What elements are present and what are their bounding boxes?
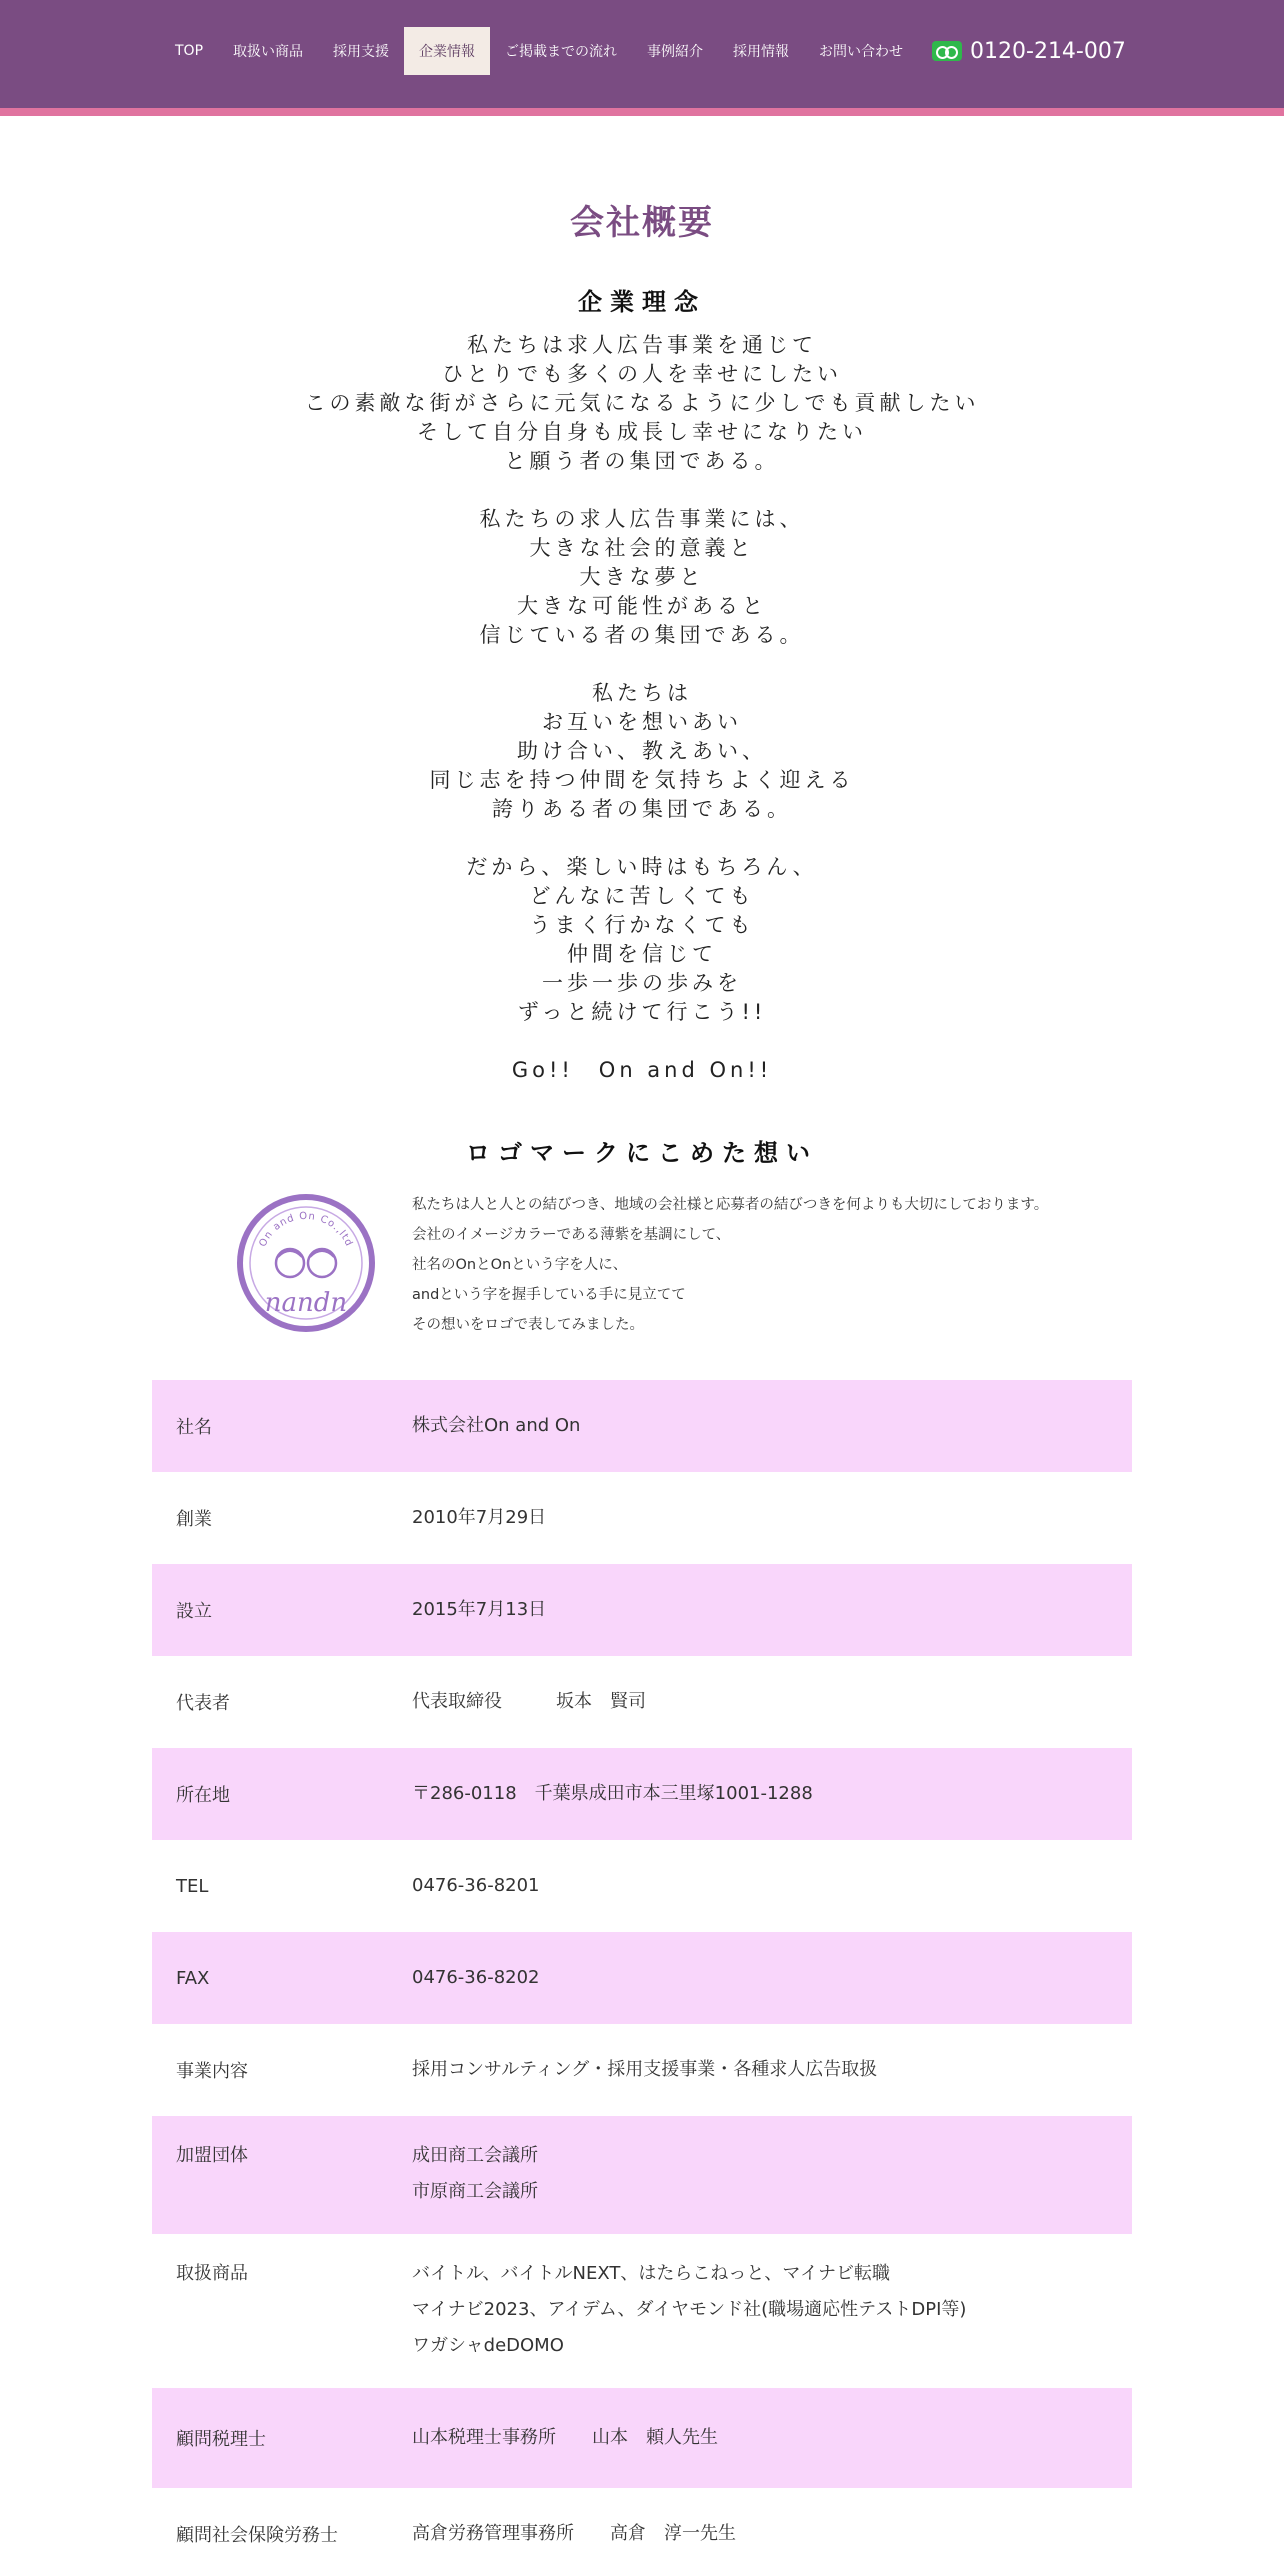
row-label: 事業内容 — [176, 2061, 248, 2082]
table-row — [152, 1656, 1132, 1748]
row-value: 高倉労務管理事務所 高倉 淳一先生 — [412, 2523, 736, 2544]
row-value: 成田商工会議所 市原商工会議所 — [412, 2145, 538, 2202]
table-row — [152, 2488, 1132, 2568]
nav-item-recruit-support[interactable]: 採用支援 — [333, 44, 390, 60]
row-label: 顧問社会保険労務士 — [176, 2525, 338, 2546]
table-row — [152, 2234, 1132, 2388]
philosophy-line: 同じ志を持つ仲間を気持ちよく迎える — [429, 768, 855, 792]
philosophy-paragraph — [0, 1056, 1284, 1085]
philosophy-paragraph — [0, 331, 1284, 476]
row-value: 0476-36-8202 — [412, 1967, 540, 1988]
row-value: 代表取締役 坂本 賢司 — [412, 1691, 646, 1712]
table-row — [152, 1748, 1132, 1840]
philosophy-line: 私たちの求人広告事業には、 — [479, 507, 805, 531]
table-row — [152, 1840, 1132, 1932]
row-label: 加盟団体 — [176, 2145, 248, 2166]
philosophy-line: だから、楽しい時はもちろん、 — [466, 855, 818, 879]
svg-text:nandn: nandn — [264, 1288, 348, 1318]
philosophy-line: 私たちは — [592, 681, 692, 705]
philosophy-line: そして自分自身も成長し幸せになりたい — [417, 420, 867, 444]
row-value: バイトル、バイトルNEXT、はたらこねっと、マイナビ転職 マイナビ2023、アイデム、ダイヤモンド社(職場適応性テストDPI等) ワガシャdeDOMO — [412, 2263, 967, 2356]
row-label: 設立 — [176, 1601, 212, 1622]
philosophy-paragraph — [0, 505, 1284, 650]
philosophy-line: どんなに苦しくても — [529, 884, 755, 908]
philosophy-line: 助け合い、教えあい、 — [517, 739, 767, 763]
philosophy-line: 仲間を信じて — [567, 942, 717, 966]
nav-item-careers[interactable]: 採用情報 — [733, 44, 790, 60]
row-label: TEL — [176, 1875, 209, 1897]
company-info-table — [152, 1380, 1132, 2568]
phone-number: 0120-214-007 — [970, 38, 1126, 64]
nav-item-contact[interactable]: お問い合わせ — [819, 44, 904, 60]
row-value: 0476-36-8201 — [412, 1875, 540, 1896]
phone-link[interactable] — [932, 39, 1126, 64]
nav-item-posting-flow[interactable]: ご掲載までの流れ — [505, 44, 618, 60]
row-value: 2010年7月29日 — [412, 1507, 547, 1528]
philosophy-line: 大きな社会的意義と — [529, 536, 755, 560]
table-row — [152, 1380, 1132, 1472]
site-header — [0, 0, 1284, 108]
philosophy-line: ひとりでも多くの人を幸せにしたい — [442, 362, 842, 386]
nav-item-top[interactable]: TOP — [175, 43, 204, 59]
philosophy-paragraph — [0, 853, 1284, 1027]
logo-description-line: 社名のOnとOnという字を人に、 — [412, 1257, 628, 1273]
table-row — [152, 1564, 1132, 1656]
logo-description-line: andという字を握手している手に見立てて — [412, 1287, 686, 1303]
company-logo — [236, 1193, 376, 1333]
philosophy-line: 一歩一歩の歩みを — [542, 971, 742, 995]
logo-description-line: 私たちは人と人との結びつき、地域の会社様と応募者の結びつきを何よりも大切にしております。 — [412, 1197, 1049, 1213]
philosophy-line: 大きな可能性があると — [517, 594, 767, 618]
nav-item-products[interactable]: 取扱い商品 — [233, 44, 304, 60]
row-label: 所在地 — [176, 1785, 230, 1806]
logo-description-line: 会社のイメージカラーである薄紫を基調にして、 — [412, 1227, 731, 1243]
philosophy-line: うまく行かなくても — [529, 913, 755, 937]
svg-text:On and On Co.,ltd: On and On Co.,ltd — [257, 1210, 355, 1249]
nav-item-case-studies[interactable]: 事例紹介 — [647, 44, 704, 60]
main-nav — [160, 27, 1126, 75]
philosophy-line: 信じている者の集団である。 — [479, 623, 805, 647]
row-label: 取扱商品 — [176, 2263, 248, 2284]
philosophy-line: と願う者の集団である。 — [504, 449, 780, 473]
table-row — [152, 1932, 1132, 2024]
nav-item-company-info[interactable]: 企業情報 — [404, 27, 490, 75]
row-label: 代表者 — [176, 1693, 230, 1714]
philosophy-slogan: Go!! On and On!! — [511, 1058, 773, 1082]
philosophy-line: 大きな夢と — [579, 565, 705, 589]
logo-description — [412, 1190, 1048, 1340]
philosophy-paragraph — [0, 679, 1284, 824]
philosophy-line: ずっと続けて行こう!! — [517, 1000, 767, 1024]
header-accent-stripe — [0, 108, 1284, 116]
row-value: 山本税理士事務所 山本 頼人先生 — [412, 2427, 718, 2448]
free-dial-icon — [932, 41, 962, 61]
philosophy-line: お互いを想いあい — [542, 710, 742, 734]
philosophy-heading: 企業理念 — [578, 288, 706, 316]
row-value: 採用コンサルティング・採用支援事業・各種求人広告取扱 — [412, 2059, 878, 2080]
row-value: 株式会社On and On — [412, 1415, 581, 1436]
table-row — [152, 1472, 1132, 1564]
row-label: FAX — [176, 1967, 210, 1989]
row-label: 創業 — [176, 1509, 212, 1530]
table-row — [152, 2024, 1132, 2116]
row-value: 〒286-0118 千葉県成田市本三里塚1001-1288 — [412, 1783, 813, 1804]
logo-heading: ロゴマークにこめた想い — [466, 1139, 818, 1167]
row-label: 社名 — [176, 1417, 212, 1438]
page-title: 会社概要 — [570, 203, 714, 243]
philosophy-line: 私たちは求人広告事業を通じて — [467, 333, 817, 357]
philosophy-line: この素敵な街がさらに元気になるように少しでも貢献したい — [304, 391, 980, 415]
philosophy-line: 誇りある者の集団である。 — [492, 797, 792, 821]
table-row — [152, 2388, 1132, 2488]
row-label: 顧問税理士 — [176, 2429, 266, 2450]
row-value: 2015年7月13日 — [412, 1599, 547, 1620]
logo-description-line: その想いをロゴで表してみました。 — [412, 1317, 644, 1333]
philosophy-text — [0, 331, 1284, 1114]
table-row — [152, 2116, 1132, 2234]
